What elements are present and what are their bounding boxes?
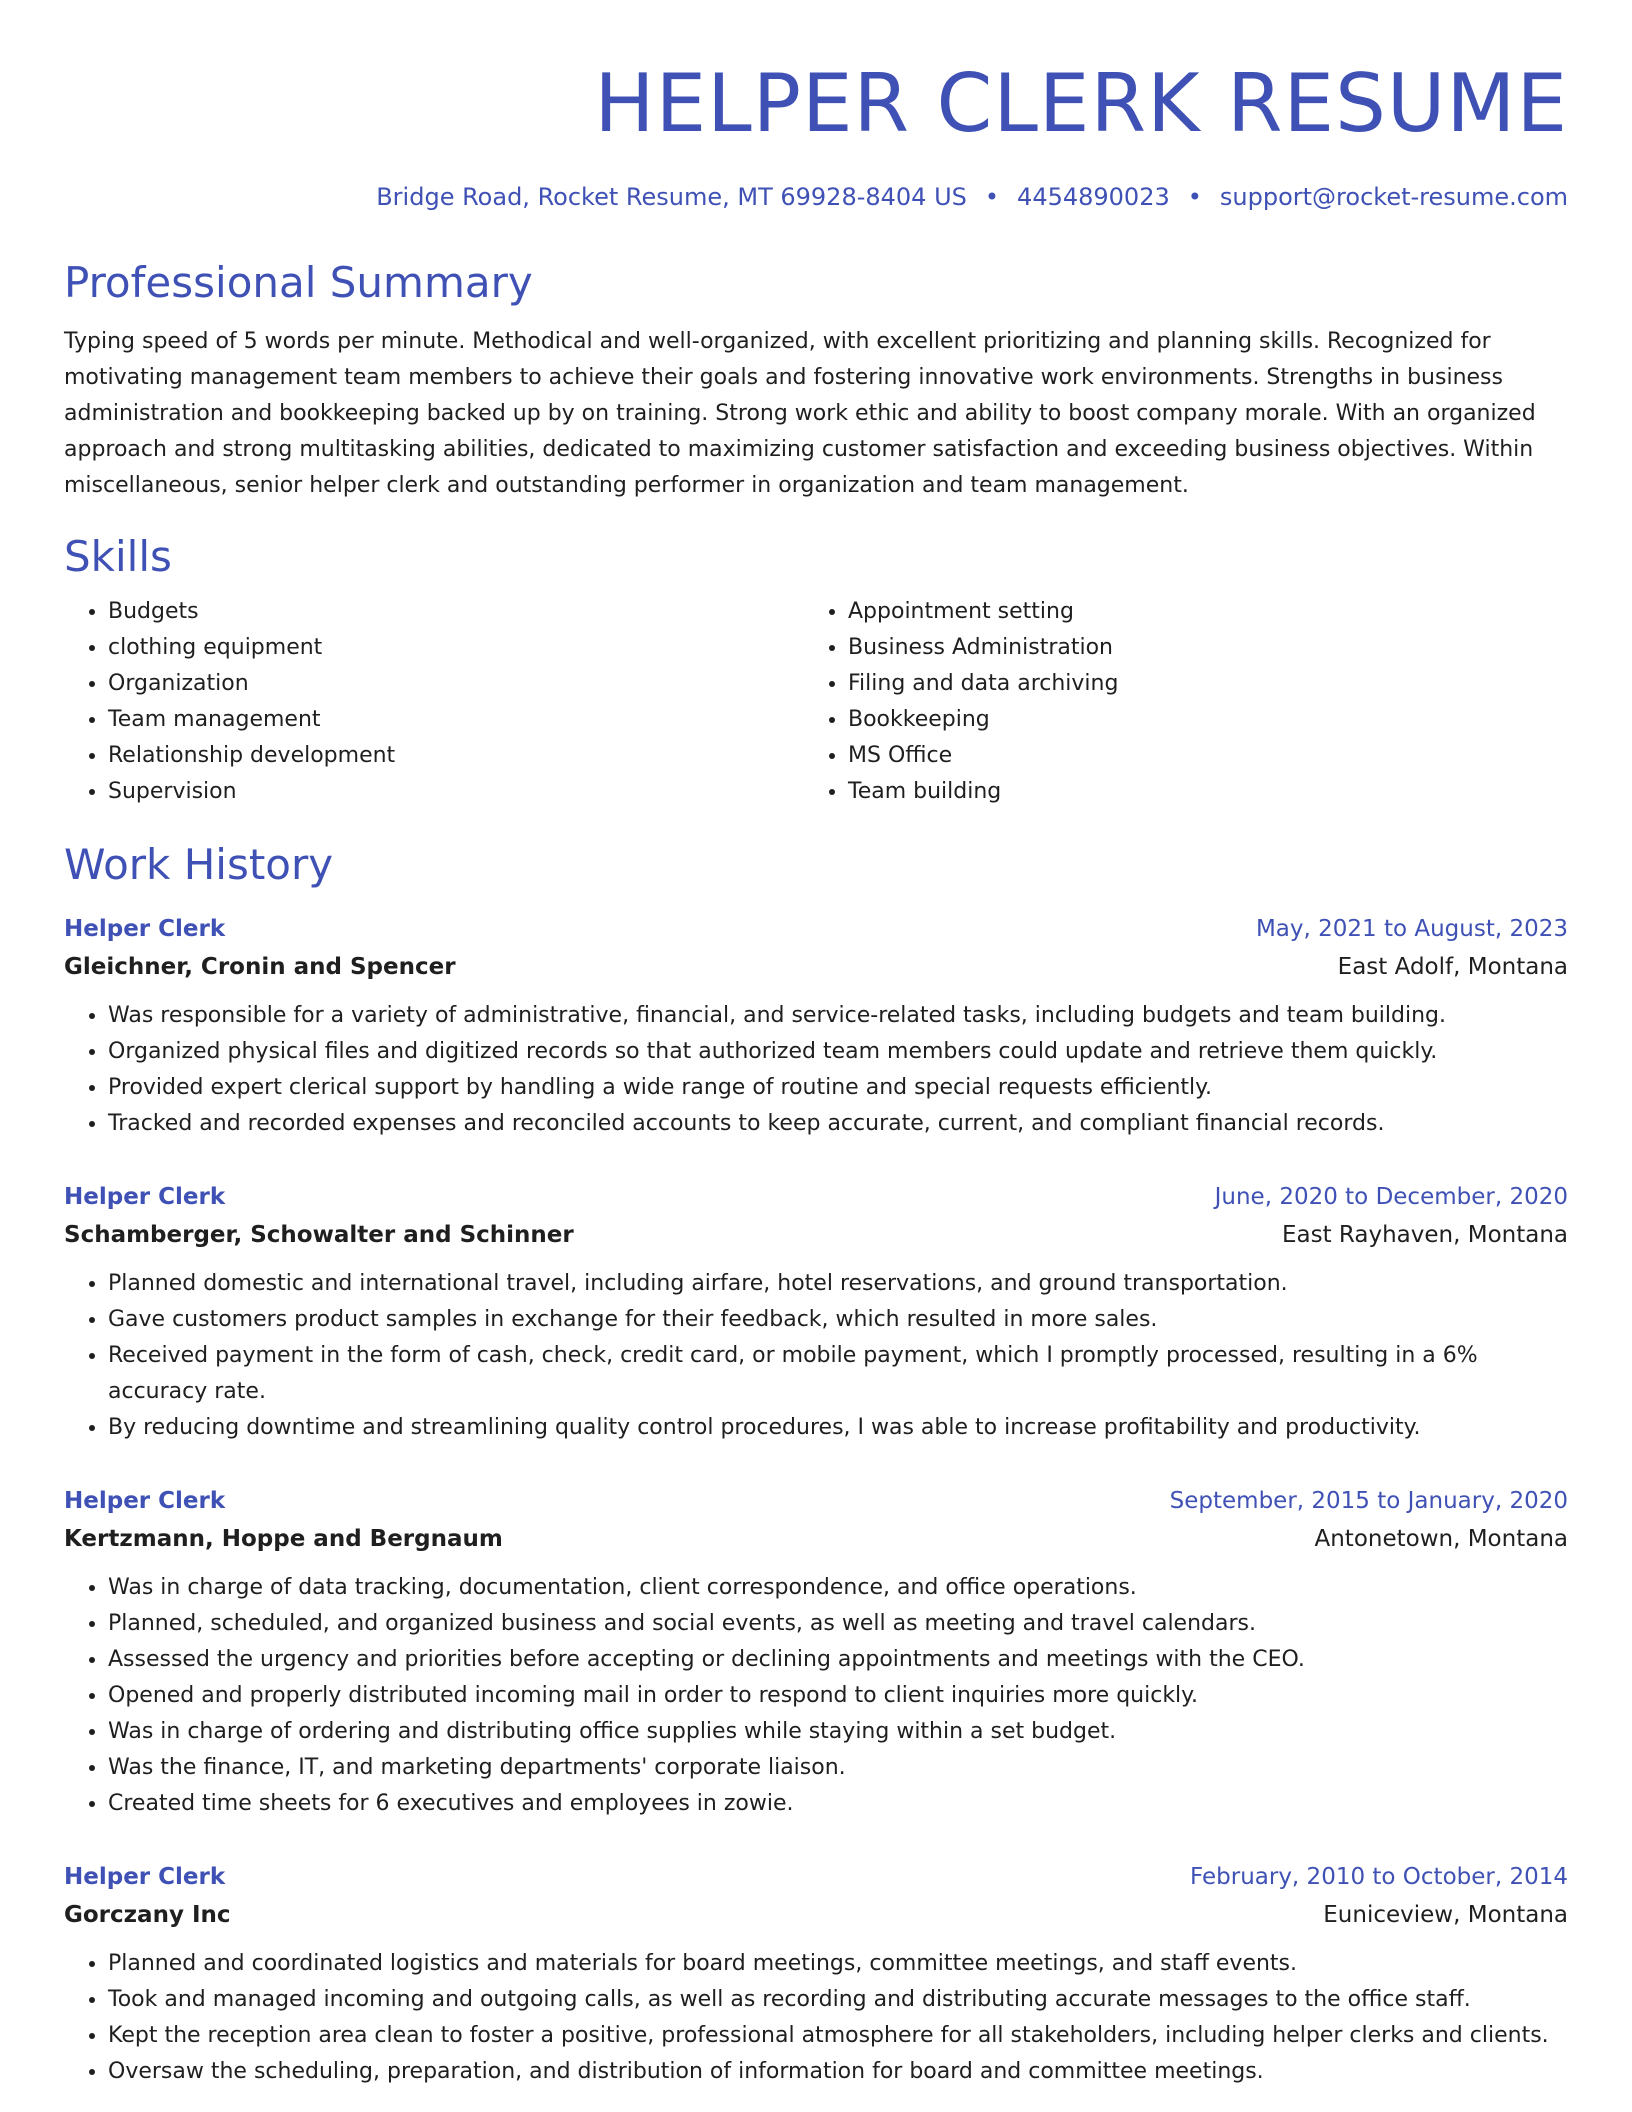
job-bullet: • Opened and properly distributed incoming mail in order to respond to client inquiries more quickly. (108, 1678, 1568, 1714)
job-location: Euniceview, Montana (1323, 1902, 1568, 1928)
contact-email: support@rocket-resume.com (1219, 183, 1568, 211)
job-entry (64, 910, 1568, 1142)
job-company-row (64, 1896, 1568, 1934)
job-bullet: • Was in charge of data tracking, documentation, client correspondence, and office operations. (108, 1570, 1568, 1606)
job-bullet: • Tracked and recorded expenses and reconciled accounts to keep accurate, current, and compliant financial records. (108, 1106, 1568, 1142)
job-title-row (64, 910, 1568, 948)
job-title-row (64, 1858, 1568, 1896)
skill-item: • Team management (108, 702, 804, 738)
job-bullet: • Planned, scheduled, and organized business and social events, as well as meeting and travel calendars. (108, 1606, 1568, 1642)
job-dates: May, 2021 to August, 2023 (1255, 916, 1568, 942)
job-title-row (64, 1482, 1568, 1520)
skill-item: • Team building (848, 774, 1544, 810)
job-bullet: • Gave customers product samples in exchange for their feedback, which resulted in more sales. (108, 1302, 1568, 1338)
job-bullets (64, 1266, 1568, 1446)
job-location: East Rayhaven, Montana (1281, 1222, 1568, 1248)
job-bullet: • Received payment in the form of cash, check, credit card, or mobile payment, which I promptly processed, resulting in a 6% accuracy rate. (108, 1338, 1568, 1410)
job-bullets (64, 1570, 1568, 1822)
work-history-heading: Work History (64, 840, 334, 889)
job-location: East Adolf, Montana (1337, 954, 1568, 980)
summary-heading: Professional Summary (64, 258, 533, 307)
contact-address: Bridge Road, Rocket Resume, MT 69928-8404 US (376, 183, 967, 211)
skills-column-right (804, 594, 1544, 810)
skill-item: • MS Office (848, 738, 1544, 774)
skill-item: • clothing equipment (108, 630, 804, 666)
job-bullet: • Planned and coordinated logistics and materials for board meetings, committee meetings, and staff events. (108, 1946, 1568, 1982)
contact-phone: 4454890023 (1017, 183, 1170, 211)
skill-item: • Filing and data archiving (848, 666, 1544, 702)
job-dates: June, 2020 to December, 2020 (1214, 1184, 1568, 1210)
job-bullet: • Organized physical files and digitized records so that authorized team members could update and retrieve them quickly. (108, 1034, 1568, 1070)
skills-heading: Skills (64, 532, 172, 581)
job-bullet: • By reducing downtime and streamlining quality control procedures, I was able to increase profitability and productivity. (108, 1410, 1568, 1446)
job-location: Antonetown, Montana (1314, 1526, 1568, 1552)
job-bullet: • Oversaw the scheduling, preparation, and distribution of information for board and committee meetings. (108, 2054, 1568, 2090)
contact-line (64, 180, 1568, 214)
job-bullet: • Kept the reception area clean to foster a positive, professional atmosphere for all stakeholders, including helper clerks and clients. (108, 2018, 1568, 2054)
skills-column-left (64, 594, 804, 810)
job-company: Gorczany Inc (64, 1902, 231, 1928)
job-bullets (64, 1946, 1568, 2090)
job-bullet: • Took and managed incoming and outgoing calls, as well as recording and distributing accurate messages to the office staff. (108, 1982, 1568, 2018)
job-company: Schamberger, Schowalter and Schinner (64, 1222, 574, 1248)
job-entry (64, 1858, 1568, 2090)
skill-item: • Budgets (108, 594, 804, 630)
job-bullet: • Was responsible for a variety of administrative, financial, and service-related tasks, including budgets and team building. (108, 998, 1568, 1034)
job-bullets (64, 998, 1568, 1142)
job-bullet: • Provided expert clerical support by handling a wide range of routine and special requests efficiently. (108, 1070, 1568, 1106)
skill-item: • Bookkeeping (848, 702, 1544, 738)
skill-item: • Appointment setting (848, 594, 1544, 630)
resume-name: HELPER CLERK RESUME (594, 57, 1568, 150)
job-company-row (64, 1520, 1568, 1558)
job-bullet: • Assessed the urgency and priorities before accepting or declining appointments and meetings with the CEO. (108, 1642, 1568, 1678)
skills-list (64, 594, 1568, 810)
job-bullet: • Planned domestic and international travel, including airfare, hotel reservations, and ground transportation. (108, 1266, 1568, 1302)
skill-item: • Supervision (108, 774, 804, 810)
resume-header (64, 0, 1568, 214)
job-company-row (64, 948, 1568, 986)
job-bullet: • Was the finance, IT, and marketing departments' corporate liaison. (108, 1750, 1568, 1786)
job-title: Helper Clerk (64, 916, 226, 942)
job-entry (64, 1178, 1568, 1446)
job-company: Gleichner, Cronin and Spencer (64, 954, 456, 980)
contact-separator: • (984, 183, 1000, 211)
job-entry (64, 1482, 1568, 1822)
job-company-row (64, 1216, 1568, 1254)
job-bullet: • Created time sheets for 6 executives and employees in zowie. (108, 1786, 1568, 1822)
job-title-row (64, 1178, 1568, 1216)
job-company: Kertzmann, Hoppe and Bergnaum (64, 1526, 503, 1552)
job-title: Helper Clerk (64, 1864, 226, 1890)
job-dates: September, 2015 to January, 2020 (1169, 1488, 1568, 1514)
job-title: Helper Clerk (64, 1184, 226, 1210)
contact-separator: • (1187, 183, 1202, 211)
skill-item: • Business Administration (848, 630, 1544, 666)
resume-page (64, 0, 1568, 2090)
skill-item: • Organization (108, 666, 804, 702)
job-bullet: • Was in charge of ordering and distributing office supplies while staying within a set budget. (108, 1714, 1568, 1750)
job-title: Helper Clerk (64, 1488, 226, 1514)
skill-item: • Relationship development (108, 738, 804, 774)
summary-text: Typing speed of 5 words per minute. Methodical and well-organized, with excellent prioritizing and planning skills. Recognized for motivating management team members to achieve their goals and fostering innovative work environments. Strengths in business administration and bookkeeping backed up by on training. Strong work ethic and ability to boost company morale. With an organized approach and strong multitasking abilities, dedicated to maximizing customer satisfaction and exceeding business objectives. Within miscellaneous, senior helper clerk and outstanding performer in organization and team management. (64, 329, 1536, 498)
job-dates: February, 2010 to October, 2014 (1190, 1864, 1568, 1890)
